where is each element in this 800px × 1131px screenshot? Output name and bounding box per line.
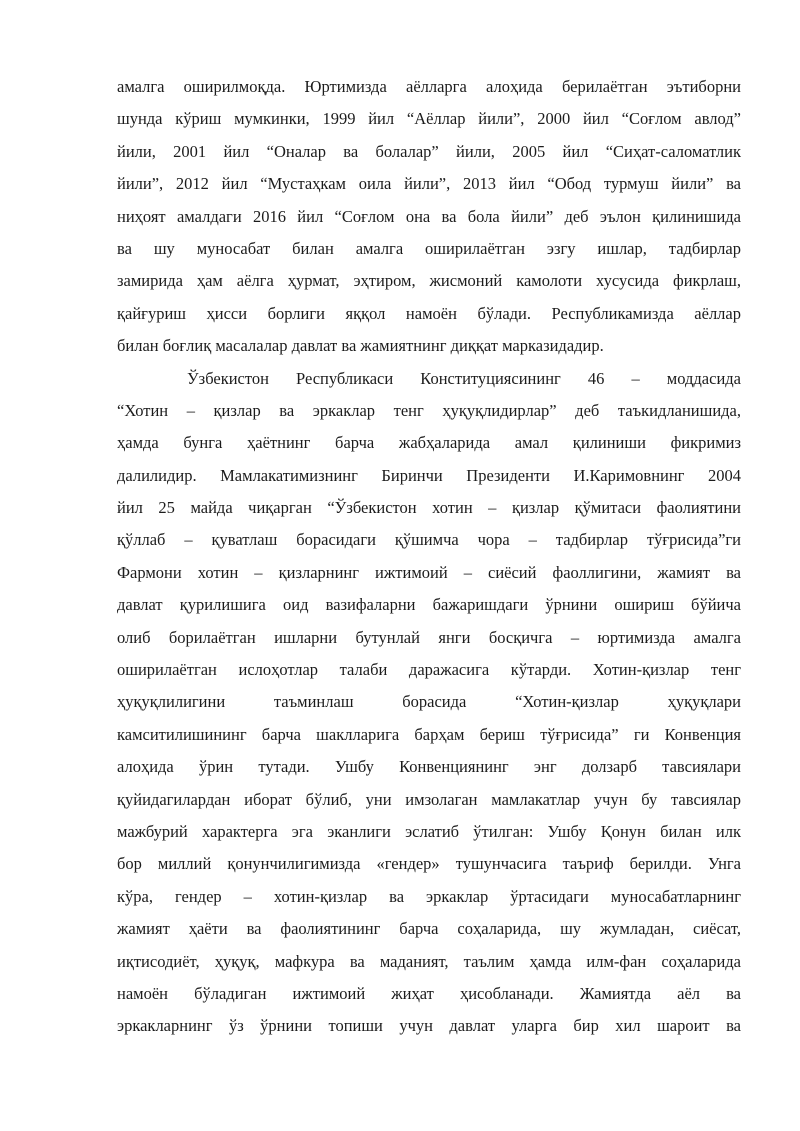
paragraph-1-line: замирида ҳам аёлга ҳурмат, эҳтиром, жисмоний камолоти хусусида фикрлаш, [117,271,741,291]
paragraph-1-line: йили, 2001 йил “Оналар ва болалар” йили, 2005 йил “Сиҳат-саломатлик [117,141,741,161]
paragraph-2-line: қуйидагилардан иборат бўлиб, уни имзолаган мамлакатлар учун бу тавсиялар [117,789,741,809]
paragraph-2-line: “Хотин – қизлар ва эркаклар тенг ҳуқуқлидирлар” деб таъкидланишида, [117,400,741,420]
paragraph-2-line: мажбурий характерга эга эканлиги эслатиб ўтилган: Ушбу Қонун билан илк [117,821,741,841]
paragraph-2-line: оширилаётган ислоҳотлар талаби даражасига кўтарди. Хотин-қизлар тенг [117,660,741,680]
paragraph-1-line: ниҳоят амалдаги 2016 йил “Соғлом она ва бола йили” деб эълон қилинишида [117,206,741,226]
paragraph-2-line: қўллаб – қуватлаш борасидаги қўшимча чора – тадбирлар тўғрисида”ги [117,530,741,550]
paragraph-2-line: ҳуқуқлилигини таъминлаш борасида “Хотин-қизлар ҳуқуқлари [117,692,741,712]
paragraph-2-line: эркакларнинг ўз ўрнини топиши учун давлат уларга бир хил шароит ва [117,1016,741,1036]
paragraph-1-line: қайғуриш ҳисси борлиги яққол намоён бўлади. Республикамизда аёллар [117,303,741,323]
paragraph-1-line: билан боғлиқ масалалар давлат ва жамиятнинг диққат марказидадир. [117,336,604,356]
paragraph-2-line: Фармони хотин – қизларнинг ижтимоий – сиёсий фаоллигини, жамият ва [117,562,741,582]
paragraph-2-line: кўра, гендер – хотин-қизлар ва эркаклар ўртасидаги муносабатларнинг [117,886,741,906]
paragraph-1-line: йили”, 2012 йил “Мустаҳкам оила йили”, 2013 йил “Обод турмуш йили” ва [117,174,741,194]
paragraph-2-line: жамият ҳаёти ва фаолиятининг барча соҳаларида, шу жумладан, сиёсат, [117,919,741,939]
paragraph-2-line: ҳамда бунга ҳаётнинг барча жабҳаларида амал қилиниши фикримиз [117,433,741,453]
body-text [117,71,741,1043]
paragraph-2-line: бор миллий қонунчилигимизда «гендер» тушунчасига таъриф берилди. Унга [117,854,741,874]
paragraph-1-line: шунда кўриш мумкинки, 1999 йил “Аёллар йили”, 2000 йил “Соғлом авлод” [117,109,741,129]
paragraph-2-line: Ўзбекистон Республикаси Конституциясининг 46 – моддасида [187,368,741,388]
paragraph-2-line: алоҳида ўрин тутади. Ушбу Конвенциянинг энг долзарб тавсиялари [117,757,741,777]
paragraph-2-line: далилидир. Мамлакатимизнинг Биринчи Президенти И.Каримовнинг 2004 [117,465,741,485]
paragraph-2-line: иқтисодиёт, ҳуқуқ, мафкура ва маданият, таълим ҳамда илм-фан соҳаларида [117,951,741,971]
paragraph-1-line: ва шу муносабат билан амалга оширилаётган эзгу ишлар, тадбирлар [117,238,741,258]
paragraph-2-line: намоён бўладиган ижтимоий жиҳат ҳисобланади. Жамиятда аёл ва [117,983,741,1003]
paragraph-2-line: йил 25 майда чиқарган “Ўзбекистон хотин – қизлар қўмитаси фаолиятини [117,498,741,518]
paragraph-2-line: олиб борилаётган ишларни бутунлай янги босқичга – юртимизда амалга [117,627,741,647]
paragraph-2-line: камситилишининг барча шаклларига барҳам бериш тўғрисида” ги Конвенция [117,724,741,744]
paragraph-2-line: давлат қурилишига оид вазифаларни бажаришдаги ўрнини ошириш бўйича [117,595,741,615]
paragraph-1-line: амалга оширилмоқда. Юртимизда аёлларга алоҳида берилаётган эътиборни [117,77,741,96]
